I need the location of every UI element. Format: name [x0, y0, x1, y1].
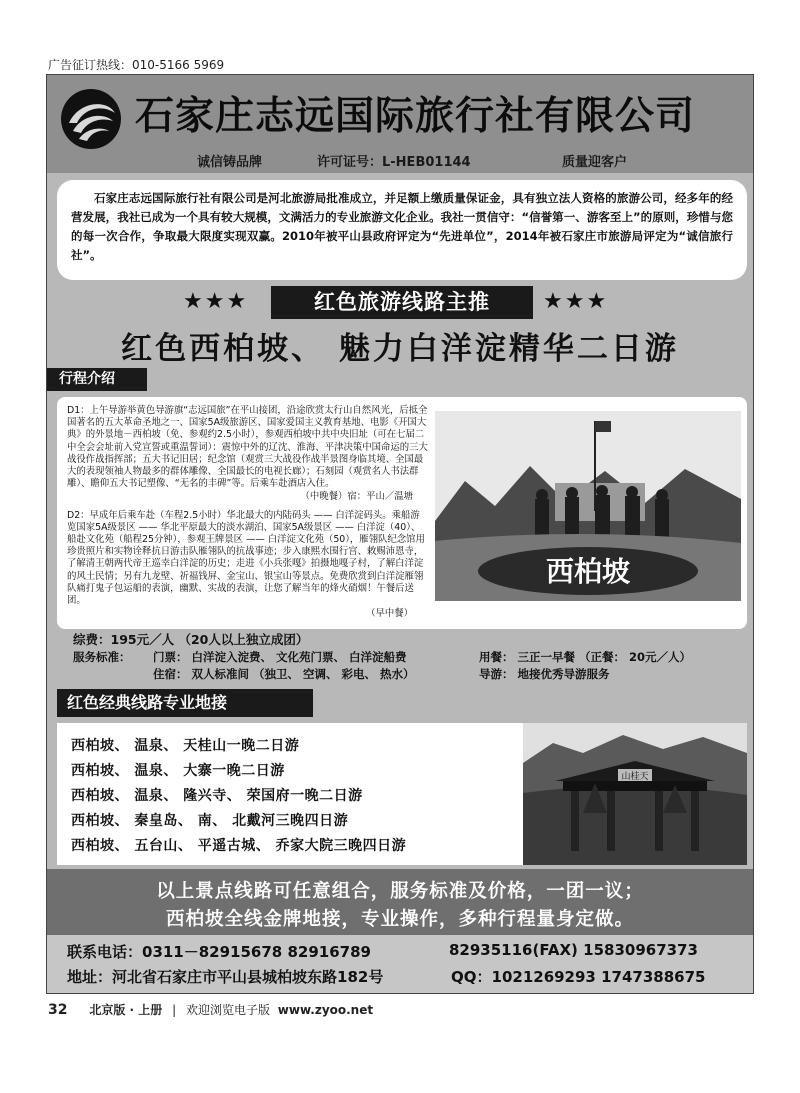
local-tours-label: 红色经典线路专业地接 [57, 689, 313, 717]
company-name: 石家庄志远国际旅行社有限公司 [135, 93, 696, 139]
contact-address: 地址：河北省石家庄市平山县城柏坡东路182号 [67, 968, 384, 986]
web-prefix: 欢迎浏览电子版 [185, 1003, 270, 1017]
slogan-line-1: 以上景点线路可任意组合，服务标准及价格，一团一议； [156, 881, 644, 902]
itinerary-text [67, 405, 429, 621]
stars-right-icon: ★★★ [543, 289, 609, 314]
edition-label: 北京版 · 上册 [89, 1003, 163, 1017]
swirl-logo-icon [59, 87, 123, 151]
website-link[interactable]: www.zyoo.net [277, 1003, 374, 1017]
day1-meal: （中晚餐）宿：平山／温塘 [300, 491, 413, 503]
company-intro: 石家庄志远国际旅行社有限公司是河北旅游局批准成立，并足额上缴质量保证金，具有独立法人资格的旅游公司，经多年的经营发展，我社已成为一个具有较大规模，文满活力的专业旅游文化企业。我社一贯信守：“信誉第一、游客至上”的原则，珍惜与您的每一次合作，争取最大限度实现双赢。2010年被平山县政府评定为“先进单位”，2014年被石家庄市旅游局评定为“诚信旅行社”。 [57, 180, 747, 280]
red-tour-banner: 红色旅游线路主推 [271, 286, 533, 319]
contact-qq: QQ：1021269293 1747388675 [451, 968, 706, 986]
service-tickets: 门票： 白洋淀入淀费、 文化苑门票、 白洋淀船费 [153, 650, 407, 664]
service-label: 服务标准： [73, 650, 131, 664]
stars-left-icon: ★★★ [183, 289, 249, 314]
tagline-brand: 诚信铸品牌 [197, 155, 263, 170]
service-lodging: 住宿： 双人标准间 （独卫、 空调、 彩电、 热水） [153, 667, 415, 681]
ad-page [46, 74, 754, 994]
contact-phone: 联系电话：0311－82915678 82916789 [67, 943, 371, 961]
tagline-quality: 质量迎客户 [562, 155, 628, 170]
day2-description: D2：早成年后乘车赴（车程2.5小时）华北最大的内陆码头 —— 白洋淀码头。乘船游览国家5A级景区 —— 华北平原最大的淡水湖泊、国家5A级景区 —— 白洋淀（40）、船赴文化苑（船程25分钟），参观王牌景区 —— 白洋淀文化苑（50），雁翎队纪念馆用珍贵照片和实物诠释抗日游击队雁翎队的抗战事迹；步入康熙水围行宫、敕赐沛恩寺，了解清王朝两代帝王巡幸白洋淀的历史；走进《小兵张嘎》拍摄地嘎子村，了解白洋淀的风土民情；另有九龙壁、祈福钱屏、金宝山、银宝山等景点。免费欣赏到白洋淀雁翎队痛打鬼子包运船的表演，幽默、实战的表演，让您了解当年的烽火硝烟！午餐后送团。 [67, 509, 425, 607]
ad-hotline: 广告征订热线：010-5166 5969 [48, 58, 225, 72]
route-item: 西柏坡、 五台山、 平遥古城、 乔家大院三晚四日游 [71, 838, 407, 854]
header-band [47, 75, 753, 173]
itinerary-label: 行程介绍 [47, 368, 147, 391]
arch-sign: 山桂天 [621, 772, 649, 782]
license-number: 许可证号：L-HEB01144 [317, 155, 471, 170]
day2-meal: （早中餐） [366, 608, 413, 620]
contact-area [47, 935, 753, 993]
route-item: 西柏坡、 温泉、 隆兴寺、 荣国府一晚二日游 [71, 788, 363, 804]
slogan-band [47, 869, 753, 935]
tour-title: 红色西柏坡、 魅力白洋淀精华二日游 [121, 331, 679, 367]
xibaipo-sign: 西柏坡 [545, 555, 631, 588]
footer-divider: | [172, 1003, 177, 1017]
day1-description: D1：上午导游举黄色导游旗“志远国旅”在平山接团，沿途欣赏太行山自然风光，后抵全国著名的五大革命圣地之一、国家5A级旅游区、国家爱国主义教育基地、电影《开国大典》的外景地－西柏坡（免、参观约2.5小时），参观西柏坡中共中央旧址（可在七届二中全会会址前入党宣誓或重温誓词）：震惊中外的辽沈、淮海、平津决策中国命运的三大战役作战指挥部；五大书记旧居；纪念馆（观赏三大战役作战半景图身临其境、全国最大的表现领袖人物最多的群体雕像、全国最长的电视长廊）；石刻园（观赏名人书法群雕）、瞻仰五大书记塑像、“无名的丰碑”等。后乘车赴酒店入住。 [67, 405, 428, 490]
route-item: 西柏坡、 温泉、 天桂山一晚二日游 [71, 738, 300, 754]
page-number: 32 [48, 1002, 68, 1018]
slogan-line-2: 西柏坡全线金牌地接，专业操作，多种行程量身定做。 [165, 909, 634, 930]
service-meals: 用餐： 三正一早餐 （正餐： 20元／人） [479, 650, 692, 664]
page-footer [48, 1001, 373, 1018]
service-guide: 导游： 地接优秀导游服务 [479, 667, 610, 681]
tour-fee: 综费：195元／人 （20人以上独立成团） [73, 632, 309, 647]
route-item: 西柏坡、 温泉、 大寨一晚二日游 [71, 763, 285, 779]
contact-fax-mobile: 82935116(FAX) 15830967373 [449, 941, 698, 959]
xibaipo-statue-photo [435, 411, 741, 601]
route-item: 西柏坡、 秦皇岛、 南、 北戴河三晚四日游 [71, 813, 349, 829]
tianguishan-gate-photo [523, 723, 747, 865]
itinerary-panel [57, 397, 747, 629]
local-tours-panel [57, 723, 747, 865]
